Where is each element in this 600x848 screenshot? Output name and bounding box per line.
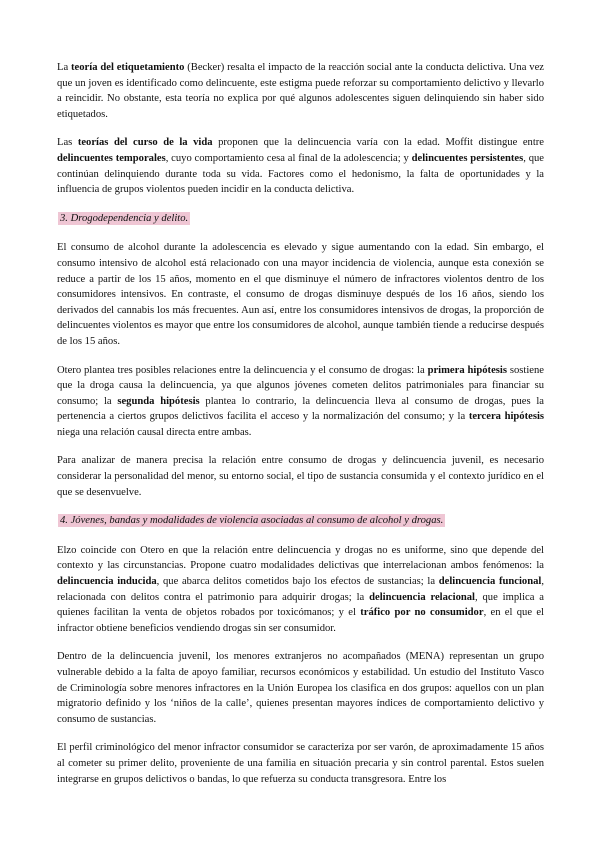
text-run: , cuyo comportamiento cesa al final de la adolescencia; y <box>165 152 412 164</box>
text-run: , en el que el infractor obtiene beneficios vendiendo drogas sin ser consumidor. <box>57 607 544 634</box>
text-run: , que abarca delitos cometidos bajo los efectos de sustancias; la <box>156 576 439 588</box>
term-temporary-offenders: delincuentes temporales <box>57 152 166 164</box>
paragraph-otero-hypotheses <box>57 363 544 441</box>
text-run: proponen que la delincuencia varía con la edad. Moffit distingue entre <box>212 137 544 149</box>
text-run: Elzo coincide con Otero en que la relación entre delincuencia y drogas no es uniforme, sino que depende del contexto y las circunstancias. Propone cuatro modalidades delictivas que interrelacionan ambos fenómenos: la <box>57 544 544 572</box>
text-run: Otero plantea tres posibles relaciones entre la delincuencia y el consumo de drogas: la <box>57 364 428 376</box>
text-run: Las <box>57 137 78 149</box>
text-run: plantea lo contrario, la delincuencia lleva al consumo de drogas, pues la pertenencia a ciertos grupos delictivos facilita el acceso y la normalización del consumo; y la <box>57 395 545 423</box>
paragraph-analysis: Para analizar de manera precisa la relación entre consumo de drogas y delincuencia juvenil, es necesario considerar la personalidad del menor, su entorno social, el tipo de sustancia consumida y el contexto jurídico en el que se desenvuelve. <box>57 455 544 498</box>
term-persistent-offenders: delincuentes persistentes <box>411 152 524 164</box>
text-run: , relacionada con delitos contra el patrimonio para adquirir drogas; la <box>57 576 544 603</box>
term-life-course-theories: teorías del curso de la vida <box>77 137 213 149</box>
paragraph-alcohol-consumption: El consumo de alcohol durante la adolescencia es elevado y sigue aumentando con la edad. Sin embargo, el consumo intensivo de alcohol está relacionado con una mayor incidencia de violencia, aunque esta conexión se reduce a partir de los 15 años, momento en el que disminuye el número de infractores violentos dentro de los consumidores intensivos. En contraste, el consumo de drogas disminuye después de los 16 años, siendo los derivados del cannabis los más frecuentes. Aun así, entre los consumidores intensivos de drogas, la proporción de delincuentes violentos es mayor que entre los consumidores de alcohol, aunque también tiende a reducirse después de los 15 años. <box>57 242 544 347</box>
section-heading-3 <box>57 211 544 227</box>
text-run: (Becker) resalta el impacto de la reacción social ante la conducta delictiva. Una vez que un joven es identificado como delincuente, este estigma puede reforzar su comportamiento delictivo y llevarlo a reincidir. No obstante, esta teoría no explica por qué algunos adolescentes siguen delinquiendo sin haber sido etiquetados. <box>57 62 544 120</box>
term-first-hypothesis: primera hipótesis <box>427 364 507 376</box>
text-run: La <box>57 62 72 73</box>
text-run: sostiene que la droga causa la delincuencia, ya que algunos jóvenes cometen delitos patrimoniales para financiar su consumo; la <box>57 364 544 407</box>
text-run: , que implica a quienes facilitan la venta de objetos robados por toxicómanos; y el <box>57 591 544 619</box>
paragraph-labeling-theory <box>57 60 544 122</box>
section-heading-4 <box>57 513 544 529</box>
paragraph-criminological-profile: El perfil criminológico del menor infractor consumidor se caracteriza por ser varón, de aproximadamente 15 años al cometer su primer delito, proveniente de una familia en situación precaria y sin control parental. Estos suelen integrarse en grupos delictivos o bandas, lo que refuerza su conducta transgresora. Entre los <box>57 742 544 785</box>
section-heading-3-text: 3. Drogodependencia y delito. <box>60 212 189 224</box>
term-trafficking-non-consumer: tráfico por no consumidor <box>360 607 484 619</box>
term-labeling-theory: teoría del etiquetamiento <box>71 62 185 73</box>
section-heading-4-text: 4. Jóvenes, bandas y modalidades de violencia asociadas al consumo de alcohol y drogas. <box>60 515 444 527</box>
text-run: niega una relación causal directa entre ambas. <box>57 426 252 438</box>
term-second-hypothesis: segunda hipótesis <box>117 395 200 407</box>
paragraph-life-course <box>57 135 544 197</box>
paragraph-mena: Dentro de la delincuencia juvenil, los menores extranjeros no acompañados (MENA) representan un grupo vulnerable debido a la falta de apoyo familiar, recursos económicos y estabilidad. Un estudio del Instituto Vasco de Criminología sobre menores infractores en la Unión Europea los clasifica en dos grupos: aquellos con un plan migratorio definido y los ‘niños de la calle’, quienes presentan mayores índices de comportamiento delictivo y consumo de sustancias. <box>57 651 544 725</box>
paragraph-elzo-modalities <box>57 543 544 637</box>
term-third-hypothesis: tercera hipótesis <box>468 411 545 423</box>
term-functional-delinquency: delincuencia funcional <box>438 576 542 588</box>
term-induced-delinquency: delincuencia inducida <box>57 576 157 588</box>
text-run: , que continúan delinquiendo durante toda su vida. Factores como el hedonismo, la falta de oportunidades y la influencia de grupos violentos pueden incidir en la conducta delictiva. <box>57 152 545 196</box>
term-relational-delinquency: delincuencia relacional <box>369 591 475 603</box>
